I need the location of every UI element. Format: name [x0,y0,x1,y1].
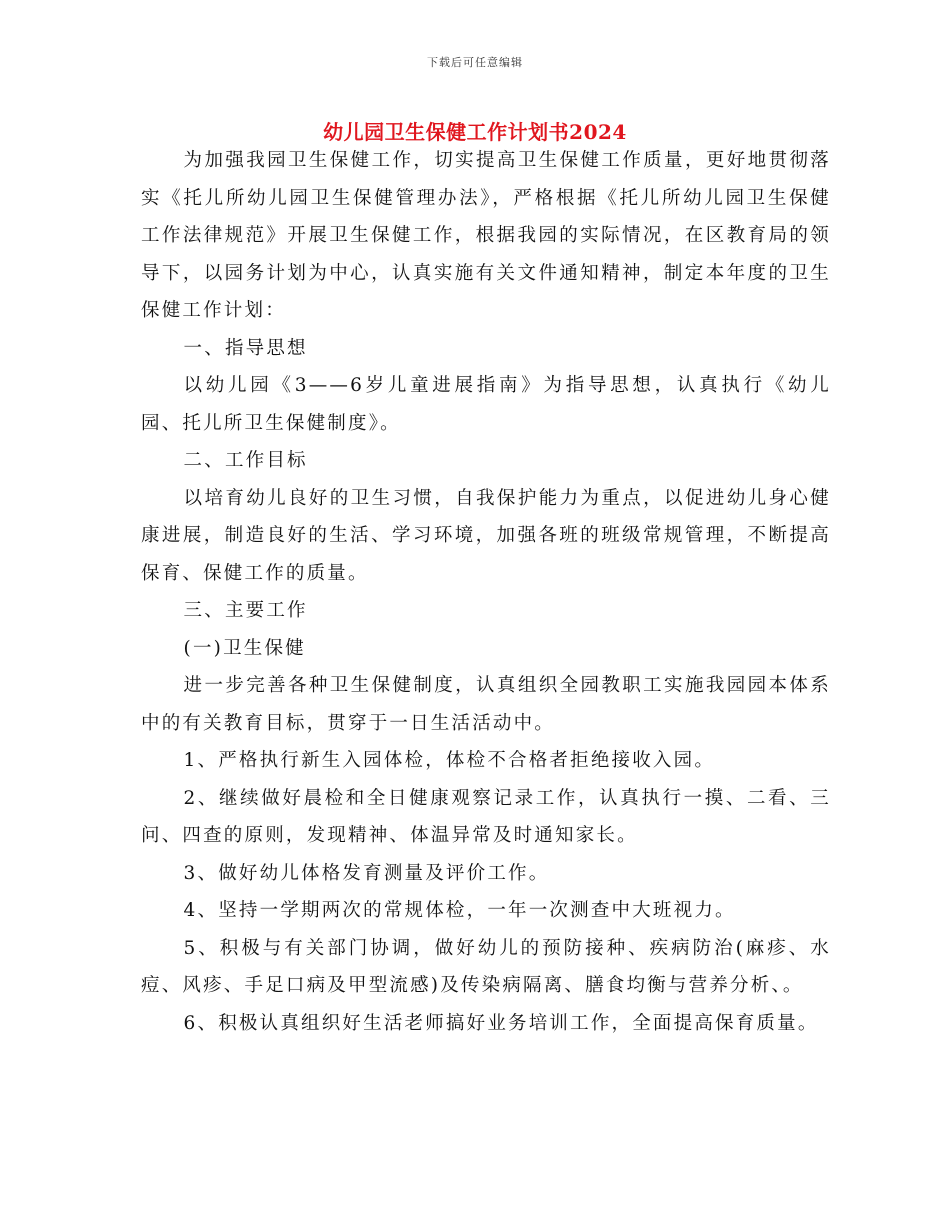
list-item-2: 2、继续做好晨检和全日健康观察记录工作，认真执行一摸、二看、三问、四查的原则，发现精神、体温异常及时通知家长。 [141,787,831,846]
paragraph-guiding-ideology: 以幼儿园《3——6岁儿童进展指南》为指导思想，认真执行《幼儿园、托儿所卫生保健制度》。 [141,375,831,434]
list-item-1: 1、严格执行新生入园体检，体检不合格者拒绝接收入园。 [183,750,716,771]
paragraph-intro: 为加强我园卫生保健工作，切实提高卫生保健工作质量，更好地贯彻落实《托儿所幼儿园卫生保健管理办法》，严格根据《托儿所幼儿园卫生保健工作法律规范》开展卫生保健工作，根据我园的实际情况，在区教育局的领导下，以园务计划为中心，认真实施有关文件通知精神，制定本年度的卫生保健工作计划： [141,150,831,321]
list-item-4: 4、坚持一学期两次的常规体检，一年一次测查中大班视力。 [183,900,736,921]
list-item-6: 6、积极认真组织好生活老师搞好业务培训工作，全面提高保育质量。 [183,1012,819,1034]
list-item-5: 5、积极与有关部门协调，做好幼儿的预防接种、疾病防治(麻疹、水痘、风疹、手足口病及甲型流感)及传染病隔离、膳食均衡与营养分析、。 [141,937,831,996]
paragraph-work-goals: 以培育幼儿良好的卫生习惯，自我保护能力为重点，以促进幼儿身心健康进展，制造良好的生活、学习环境，加强各班的班级常规管理，不断提高保育、保健工作的质量。 [141,487,831,584]
section-heading-guiding-ideology: 一、指导思想 [183,337,308,359]
document-title: 幼儿园卫生保健工作计划书2024 [323,120,627,144]
list-item-3: 3、做好幼儿体格发育测量及评价工作。 [183,862,550,884]
document-body [141,142,831,1042]
section-heading-main-work: 三、主要工作 [183,600,308,621]
section-heading-work-goals: 二、工作目标 [183,450,308,471]
header-note: 下载后可任意编辑 [427,56,523,69]
subsection-heading-health-care: (一)卫生保健 [183,637,306,659]
paragraph-health-care: 进一步完善各种卫生保健制度，认真组织全园教职工实施我园园本体系中的有关教育目标，贯穿于一日生活活动中。 [141,675,831,734]
